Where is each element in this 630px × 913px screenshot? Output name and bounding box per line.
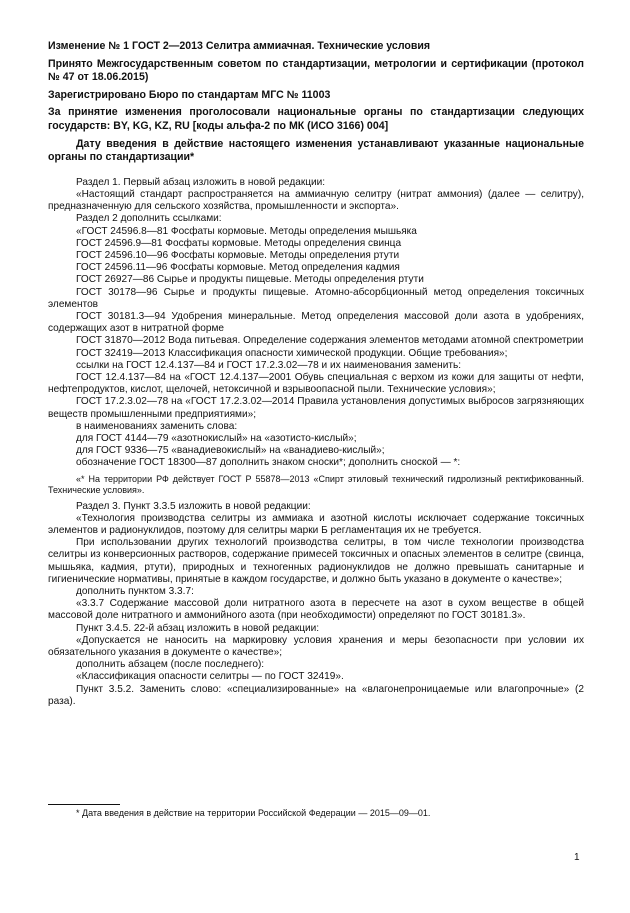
paragraph: дополнить абзацем (после последнего): (76, 659, 265, 671)
reference-item: ГОСТ 26927—86 Сырье и продукты пищевые. Методы определения ртути (76, 274, 424, 286)
paragraph: «Допускается не наносить на маркировку условия хранения и меры безопасности при условии их обязательного указания в документе о качестве»; (48, 634, 584, 659)
paragraph: для ГОСТ 4144—79 «азотнокислый» на «азотисто-кислый»; (76, 433, 357, 445)
paragraph: Пункт 3.5.2. Заменить слово: «специализированные» на «влагонепроницаемые или влагопрочные» (2 раза). (48, 683, 584, 707)
reference-item: ГОСТ 32419—2013 Классификация опасности химической продукции. Общие требования»; (76, 347, 508, 359)
paragraph: При использовании других технологий производства селитры, в том числе технологии производства селитры из конверсионных растворов, содержание примесей токсичных и опасных элементов в селитре (свинца, мышьяка, кадмия, ртути), природных и техногенных радионуклидов не должно превышать санитарные и гигиенические нормативы, принятые в каждом государстве, и должно быть указано в документе о качестве»; (48, 537, 584, 585)
amendment-title: Изменение № 1 ГОСТ 2—2013 Селитра аммиачная. Технические условия (48, 40, 431, 52)
paragraph: Раздел 3. Пункт 3.3.5 изложить в новой редакции: (76, 500, 311, 512)
reference-item: ГОСТ 30181.3—94 Удобрения минеральные. Метод определения массовой доли азота в удобрениях, содержащих азот в нитратной форме (48, 310, 584, 335)
adopted-line: Принято Межгосударственным советом по стандартизации, метрологии и сертификации (протокол № 47 от 18.06.2015) (48, 57, 584, 84)
amendment-body (48, 177, 584, 708)
page-number: 1 (574, 852, 580, 863)
effective-date-line: Дату введения в действие настоящего изменения устанавливают указанные национальные органы по стандартизации* (48, 137, 584, 164)
reference-item: «ГОСТ 24596.8—81 Фосфаты кормовые. Методы определения мышьяка (76, 225, 417, 237)
paragraph: дополнить пунктом 3.3.7: (76, 586, 194, 598)
paragraph: ссылки на ГОСТ 12.4.137—84 и ГОСТ 17.2.3.02—78 и их наименования заменить: (76, 359, 462, 371)
reference-item: ГОСТ 30178—96 Сырье и продукты пищевые. Атомно-абсорбционный метод определения токсичных элементов (48, 286, 584, 310)
paragraph: Раздел 1. Первый абзац изложить в новой редакции: (76, 176, 326, 188)
paragraph: «3.3.7 Содержание массовой доли нитратного азота в пересчете на азот в сухом веществе в общей массовой доле нитратного и аммонийного азота (при необходимости) определяют по ГОСТ 30181.3». (48, 598, 584, 622)
paragraph: Раздел 2 дополнить ссылками: (76, 213, 222, 225)
paragraph: обозначение ГОСТ 18300—87 дополнить знаком сноски*; дополнить сноской — *: (76, 457, 461, 469)
paragraph: «Классификация опасности селитры — по ГОСТ 32419». (76, 671, 344, 683)
reference-item: ГОСТ 31870—2012 Вода питьевая. Определение содержания элементов методами атомной спектрометрии (76, 335, 584, 347)
paragraph: ГОСТ 12.4.137—84 на «ГОСТ 12.4.137—2001 Обувь специальная с верхом из кожи для защиты от нефти, нефтепродуктов, кислот, щелочей, нетоксичной и взрывоопасной пыли. Технические условия»; (48, 372, 584, 396)
paragraph: в наименованиях заменить слова: (76, 420, 238, 432)
paragraph: «Настоящий стандарт распространяется на аммиачную селитру (нитрат аммония) (далее — селитру), предназначенную для сельского хозяйства, промышленности и экспорта». (48, 188, 584, 213)
paragraph: «Технология производства селитры из аммиака и азотной кислоты исключает содержание токсичных элементов и радионуклидов, поэтому для селитры марки Б регламентация их не требуется. (48, 512, 584, 537)
registered-line: Зарегистрировано Бюро по стандартам МГС № 11003 (48, 88, 331, 101)
paragraph: для ГОСТ 9336—75 «ванадиевокислый» на «ванадиево-кислый»; (76, 445, 385, 457)
inline-footnote: «* На территории РФ действует ГОСТ Р 55878—2013 «Спирт этиловый технический гидролизный ректификованный. Технические условия». (48, 473, 584, 495)
reference-item: ГОСТ 24596.11—96 Фосфаты кормовые. Метод определения кадмия (76, 262, 400, 274)
page-footnote: * Дата введения в действие на территории Российской Федерации — 2015—09—01. (76, 808, 431, 818)
paragraph: ГОСТ 17.2.3.02—78 на «ГОСТ 17.2.3.02—2014 Правила установления допустимых выбросов загрязняющих веществ промышленными предприятиями»; (48, 396, 584, 420)
paragraph: Пункт 3.4.5. 22-й абзац изложить в новой редакции: (76, 622, 320, 634)
footnote-separator (48, 804, 120, 805)
document-page (48, 40, 584, 708)
voted-line: За принятие изменения проголосовали национальные органы по стандартизации следующих государств: BY, KG, KZ, RU [коды альфа-2 по МК (ИСО 3166) 004] (48, 106, 584, 132)
reference-item: ГОСТ 24596.10—96 Фосфаты кормовые. Методы определения ртути (76, 249, 400, 261)
reference-item: ГОСТ 24596.9—81 Фосфаты кормовые. Методы определения свинца (76, 237, 402, 249)
